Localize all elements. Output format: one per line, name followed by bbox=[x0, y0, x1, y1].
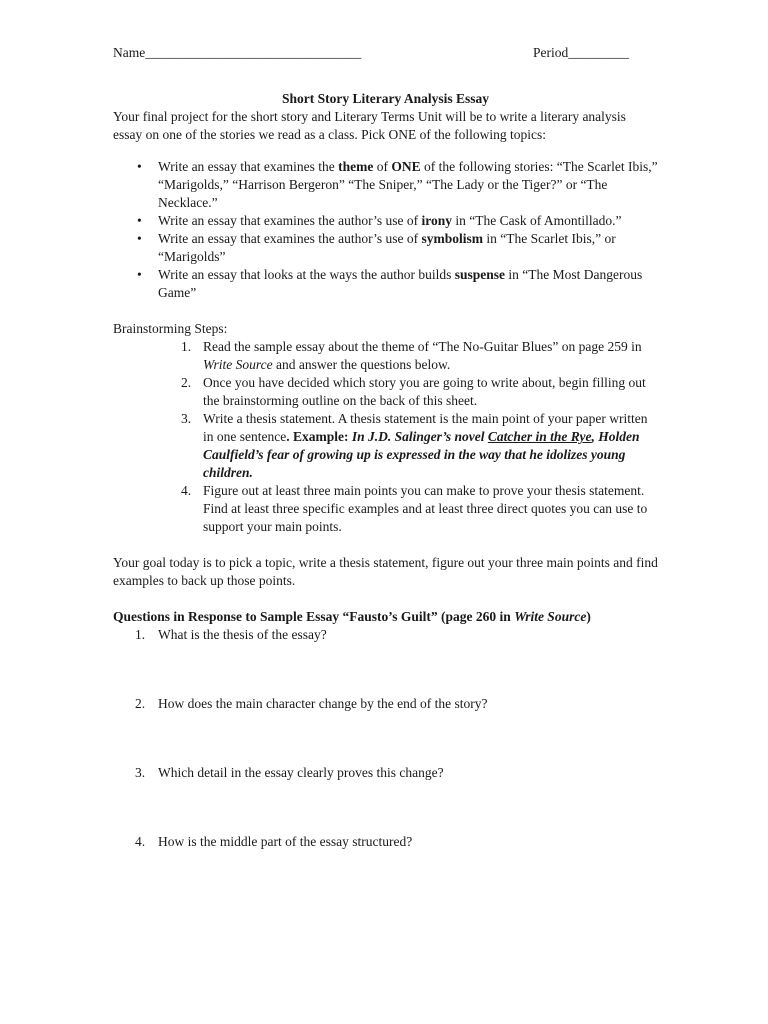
question-item bbox=[113, 626, 658, 695]
step-item bbox=[113, 410, 658, 482]
text-run: in “The Scarlet Ibis,” or “Marigolds” bbox=[158, 231, 616, 264]
worksheet-page bbox=[113, 44, 658, 902]
step-text bbox=[203, 411, 648, 480]
intro-paragraph: Your final project for the short story and Literary Terms Unit will be to write a literary analysis essay on one of the stories we read as a class. Pick ONE of the following topics: bbox=[113, 109, 626, 142]
topic-text bbox=[158, 231, 616, 264]
topic-text bbox=[158, 159, 658, 210]
brainstorming-steps bbox=[113, 338, 658, 536]
step-item bbox=[113, 482, 658, 536]
question-item bbox=[113, 833, 658, 902]
text-run: symbolism bbox=[421, 231, 484, 246]
questions-heading-text bbox=[113, 609, 591, 624]
question-list bbox=[113, 626, 658, 902]
topic-text bbox=[158, 213, 622, 228]
period-field[interactable]: Period_________ bbox=[533, 45, 629, 60]
text-run: Once you have decided which story you are going to write about, begin filling out the brainstorming outline on the back of this sheet. bbox=[203, 375, 646, 408]
document-title: Short Story Literary Analysis Essay bbox=[281, 91, 489, 106]
step-number: 1. bbox=[181, 339, 192, 354]
question-item bbox=[113, 695, 658, 764]
text-run: and answer the questions below. bbox=[272, 357, 451, 372]
text-run: ) bbox=[586, 609, 591, 624]
text-run: Figure out at least three main points you can make to prove your thesis statement. Find at least three specific examples and at least three direct quotes you can use to support your main points. bbox=[203, 483, 648, 534]
text-run: Write Source bbox=[203, 357, 273, 372]
topic-text bbox=[158, 267, 642, 300]
text-run: Write an essay that examines the author’s use of bbox=[158, 231, 422, 246]
questions-heading bbox=[113, 608, 658, 626]
text-run: . Example: bbox=[286, 429, 352, 444]
bullet-icon: • bbox=[137, 231, 142, 246]
name-field[interactable]: Name________________________________ bbox=[113, 45, 362, 60]
bullet-icon: • bbox=[137, 213, 142, 228]
brainstorming-label: Brainstorming Steps: bbox=[113, 321, 228, 336]
step-number: 2. bbox=[181, 375, 192, 390]
question-text: What is the thesis of the essay? bbox=[158, 627, 327, 642]
text-run: Write an essay that looks at the ways the author builds bbox=[158, 267, 455, 282]
text-run: Write Source bbox=[514, 609, 587, 624]
step-text bbox=[203, 375, 646, 408]
text-run: suspense bbox=[454, 267, 506, 282]
text-run: theme bbox=[338, 159, 374, 174]
topic-item bbox=[113, 212, 658, 230]
question-text: Which detail in the essay clearly proves this change? bbox=[158, 765, 444, 780]
step-number: 3. bbox=[181, 411, 192, 426]
text-run: Write a thesis statement. A thesis statement is the main point of your paper written in one sentence bbox=[203, 411, 648, 444]
topic-list bbox=[113, 158, 658, 302]
text-run: in “The Cask of Amontillado.” bbox=[452, 213, 622, 228]
question-item bbox=[113, 764, 658, 833]
text-run: Questions in Response to Sample Essay “Fausto’s Guilt” (page 260 in bbox=[113, 609, 515, 624]
text-run: of the following stories: “The Scarlet Ibis,” “Marigolds,” “Harrison Bergeron” “The Sniper,” “The Lady or the Tiger?” or “The Necklace.” bbox=[158, 159, 658, 210]
question-number: 1. bbox=[135, 627, 146, 642]
question-text: How is the middle part of the essay structured? bbox=[158, 834, 413, 849]
text-run: irony bbox=[421, 213, 453, 228]
text-run: ONE bbox=[391, 159, 421, 174]
step-number: 4. bbox=[181, 483, 192, 498]
step-text bbox=[203, 483, 647, 534]
question-number: 3. bbox=[135, 765, 146, 780]
question-number: 4. bbox=[135, 834, 146, 849]
text-run: of bbox=[373, 159, 392, 174]
text-run: Write an essay that examines the bbox=[158, 159, 339, 174]
text-run: Catcher in the Rye bbox=[487, 429, 592, 444]
question-text: How does the main character change by the end of the story? bbox=[158, 696, 488, 711]
text-run: Read the sample essay about the theme of “The No-Guitar Blues” on page 259 in bbox=[203, 339, 642, 354]
text-run: in “The Most Dangerous Game” bbox=[158, 267, 643, 300]
bullet-icon: • bbox=[137, 267, 142, 282]
topic-item bbox=[113, 266, 658, 302]
bullet-icon: • bbox=[137, 159, 142, 174]
step-item bbox=[113, 338, 658, 374]
text-run: , Holden Caulfield’s fear of growing up is expressed in the way that he idolizes young children. bbox=[203, 429, 640, 480]
topic-item bbox=[113, 158, 658, 212]
step-text bbox=[203, 339, 642, 372]
topic-item bbox=[113, 230, 658, 266]
goal-paragraph: Your goal today is to pick a topic, write a thesis statement, figure out your three main points and find examples to back up those points. bbox=[113, 555, 658, 588]
text-run: Write an essay that examines the author’s use of bbox=[158, 213, 422, 228]
step-item bbox=[113, 374, 658, 410]
header-line bbox=[113, 44, 658, 66]
question-number: 2. bbox=[135, 696, 146, 711]
text-run: In J.D. Salinger’s novel bbox=[351, 429, 488, 444]
